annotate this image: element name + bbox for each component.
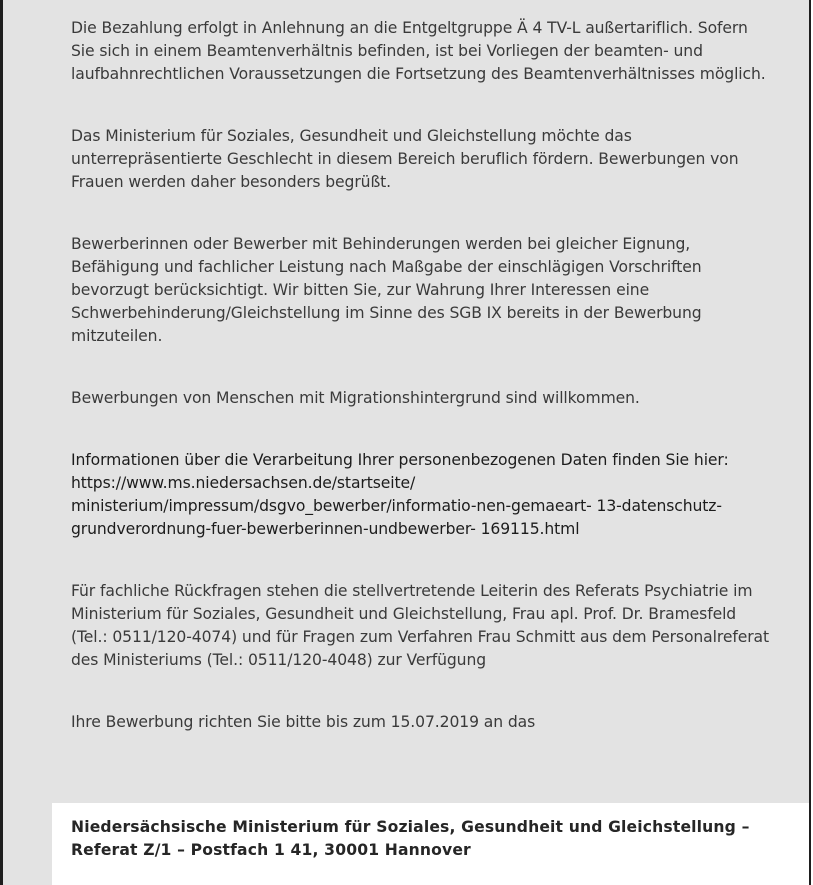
privacy-intro: Informationen über die Verarbeitung Ihrer personenbezogenen Daten finden Sie hier:	[71, 451, 729, 469]
address-line-1: Niedersächsische Ministerium für Soziales, Gesundheit und Gleichstellung –	[71, 818, 750, 836]
address-line-2: Referat Z/1 – Postfach 1 41, 30001 Hannover	[71, 841, 471, 859]
equality-paragraph: Das Ministerium für Soziales, Gesundheit und Gleichstellung möchte das unterrepräsentierte Geschlecht in diesem Bereich beruflich fördern. Bewerbungen von Frauen werden daher besonders begrüßt.	[71, 127, 739, 191]
body-text	[71, 17, 771, 734]
disability-paragraph: Bewerberinnen oder Bewerber mit Behinderungen werden bei gleicher Eignung, Befähigung und fachlicher Leistung nach Maßgabe der einschlägigen Vorschriften bevorzugt berücksichtigt. Wir bitten Sie, zur Wahrung Ihrer Interessen eine Schwerbehinderung/Gleichstellung im Sinne des SGB IX bereits in der Bewerbung mitzuteilen.	[71, 235, 702, 345]
privacy-paragraph	[71, 449, 771, 541]
privacy-url-line-3[interactable]: grundverordnung-fuer-bewerberinnen-undbewerber- 169115.html	[71, 520, 580, 538]
contact-paragraph: Für fachliche Rückfragen stehen die stellvertretende Leiterin des Referats Psychiatrie im Ministerium für Soziales, Gesundheit und Gleichstellung, Frau apl. Prof. Dr. Bramesfeld (Tel.: 0511/120-4074) und für Fragen zum Verfahren Frau Schmitt aus dem Personalreferat des Ministeriums (Tel.: 0511/120-4048) zur Verfügung	[71, 582, 769, 669]
privacy-url-line-1[interactable]: https://www.ms.niedersachsen.de/startseite/	[71, 474, 416, 492]
salary-paragraph: Die Bezahlung erfolgt in Anlehnung an die Entgeltgruppe Ä 4 TV-L außertariflich. Sofern Sie sich in einem Beamtenverhältnis befinden, ist bei Vorliegen der beamten- und laufbahnrechtlichen Voraussetzungen die Fortsetzung des Beamtenverhältnisses möglich.	[71, 19, 766, 83]
privacy-url-line-2[interactable]: ministerium/impressum/dsgvo_bewerber/informatio-nen-gemaeart- 13-datenschutz-	[71, 497, 722, 515]
right-border	[809, 0, 811, 885]
recipient-address	[71, 816, 791, 862]
gray-panel-tail	[3, 803, 52, 885]
deadline-paragraph: Ihre Bewerbung richten Sie bitte bis zum 15.07.2019 an das	[71, 713, 536, 731]
migration-paragraph: Bewerbungen von Menschen mit Migrationshintergrund sind willkommen.	[71, 389, 640, 407]
